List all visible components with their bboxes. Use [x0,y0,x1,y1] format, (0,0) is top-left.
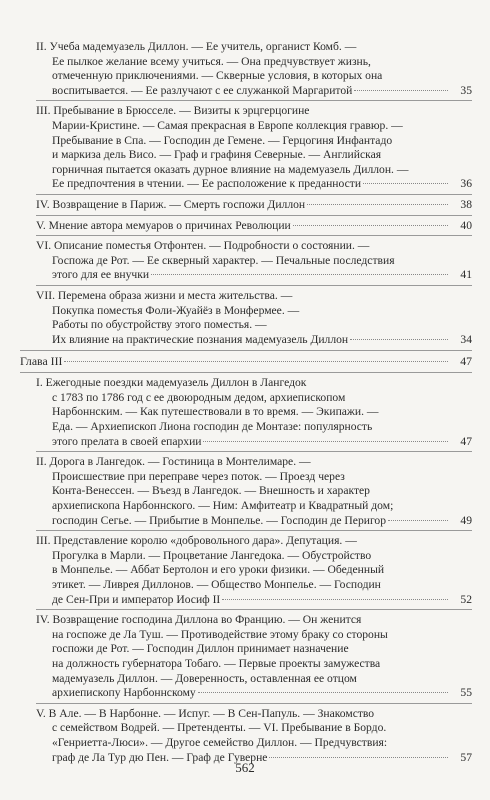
toc-entry-line [36,470,472,485]
toc-entries-chapter-3 [20,376,472,765]
toc-entry-text: II. Дорога в Лангедок. — Гостиница в Монтелимаре. — [36,455,311,469]
toc-entry-line [36,435,472,450]
entry-divider [36,609,472,610]
toc-entry-text: Происшествие при переправе через поток. — Проезд через [52,469,345,483]
dot-leader [388,520,448,521]
toc-entry-line [36,40,472,55]
toc-entry [20,613,472,701]
toc-entry [20,239,472,283]
toc-entry-line [36,69,472,84]
chapter-page-number: 47 [460,354,472,369]
toc-entry-line [36,514,472,529]
toc-entry-text: Работы по обустройству этого поместья. — [52,318,267,332]
toc-entry [20,104,472,192]
toc-entry-line [36,84,472,99]
toc-entry-line [36,177,472,192]
toc-entry-text: Госпожа де Рот. — Ее скверный характер. — Печальные последствия [52,253,395,267]
toc-entry-line [36,686,472,701]
entry-divider [36,451,472,452]
toc-entry-text: на должность губернатора Тобаго. — Первые проекты замужества [52,656,381,670]
toc-entry-text: госпожи де Рот. — Господин Диллон принимает назначение [52,642,349,656]
toc-entry-text: архиепископу Нарбоннскому [52,686,196,700]
toc-entry-text: IV. Возвращение в Париж. — Смерть госпожи Диллон [36,197,306,211]
toc-entry-line [36,721,472,736]
toc-entries-chapter-2 [20,40,472,347]
toc-entry-line [36,391,472,406]
dot-leader [354,90,448,91]
toc-entry [20,455,472,528]
entry-divider [36,215,472,216]
toc-entry-text: IV. Возвращение господина Диллона во Францию. — Он женится [36,613,362,627]
toc-entry-line [36,376,472,391]
toc-entry [20,376,472,449]
toc-entry-text: отмеченную приключениями. — Скверные условия, в которых она [52,69,383,83]
toc-entry-text: Еда. — Архиепископ Лиона господин де Монтазе: популярность [52,420,373,434]
toc-entry-text: Покупка поместья Фоли-Жуайёз в Монфермее. — [52,303,300,317]
toc-entry-text: Марии-Кристине. — Самая прекрасная в Европе коллекция гравюр. — [52,118,403,132]
toc-entry-page-number: 52 [460,592,472,606]
toc-entry-text: этого прелата в своей епархии [52,434,202,448]
toc-entry-line [36,163,472,178]
toc-entry-line [36,254,472,269]
toc-entry-text: «Генриетта-Люси». — Другое семейство Диллон. — Предчувствия: [52,735,388,749]
chapter-heading [20,354,472,369]
toc-entry-page-number: 38 [460,197,472,211]
toc-entry-text: V. Мнение автора мемуаров о причинах Революции [36,218,291,232]
toc-entry-text: III. Пребывание в Брюсселе. — Визиты к эрцгерцогине [36,104,310,118]
toc-entry-page-number: 35 [460,83,472,97]
toc-entry-text: Прогулка в Марли. — Процветание Лангедока. — Обустройство [52,548,372,562]
toc-entry [20,534,472,607]
toc-entry-text: горничная пытается оказать дурное влияние на мадемуазель Диллон. — [52,162,409,176]
dot-leader [222,599,448,600]
entry-divider [36,194,472,195]
chapter-divider [20,372,472,373]
dot-leader [307,204,448,205]
toc-entry [20,198,472,213]
toc-entry-line [36,736,472,751]
toc-entry-line [36,134,472,149]
toc-entry-line [36,642,472,657]
toc-entry-line [36,239,472,254]
toc-entry-line [36,499,472,514]
entry-divider [36,285,472,286]
toc-entry-line [36,219,472,234]
dot-leader [198,692,448,693]
dot-leader [64,361,448,362]
toc-entry-page-number: 55 [460,686,472,700]
toc-entry-line [36,628,472,643]
toc-entry-text: архиепископа Нарбоннского. — Ним: Амфитеатр и Квадратный дом; [52,499,394,513]
toc-entry-line [36,484,472,499]
toc-entry-line [36,593,472,608]
toc-entry-line [36,455,472,470]
toc-entry-text: с семейством Водрей. — Претенденты. — VI. Пребывание в Бордо. [52,721,387,735]
toc-entry-text: господин Сегье. — Прибытие в Монпелье. — Господин де Перигор [52,513,387,527]
dot-leader [350,339,448,340]
entry-divider [36,530,472,531]
dot-leader [269,757,448,758]
toc-entry-line [36,534,472,549]
toc-entry-text: Ее предпочтения в чтении. — Ее расположение к преданности [52,177,362,191]
toc-entry-page-number: 41 [460,268,472,282]
toc-entry [20,707,472,765]
toc-entry-text: III. Представление королю «добровольного дара». Депутация. — [36,534,357,548]
dot-leader [203,441,448,442]
dot-leader [293,225,448,226]
entry-divider [36,235,472,236]
chapter-title: Глава III [20,354,63,369]
toc-entry-line [36,420,472,435]
toc-entry-text: этого для ее внучки [52,268,150,282]
toc-entry-text: VII. Перемена образа жизни и места жительства. — [36,288,293,302]
toc-entry-page-number: 34 [460,332,472,346]
toc-entry-text: в Монпелье. — Аббат Бертолон и его уроки физики. — Обеденный [52,563,385,577]
toc-entry-page-number: 40 [460,218,472,232]
toc-entry-text: с 1783 по 1786 год с ее двоюродным дедом, архиепископом [52,390,346,404]
toc-entry-text: Пребывание в Спа. — Господин де Гемене. — Герцогиня Инфантадо [52,133,393,147]
toc-entry-text: де Сен-При и император Иосиф II [52,592,221,606]
toc-entry-line [36,549,472,564]
toc-entry-line [36,148,472,163]
toc-entry-page-number: 57 [460,750,472,764]
toc-entry-text: граф де Ла Тур дю Пен. — Граф де Гуверне [52,750,268,764]
toc-entry-text: V. В Але. — В Нарбонне. — Испуг. — В Сен-Папуль. — Знакомство [36,706,375,720]
toc-entry-line [36,198,472,213]
toc-entry-text: I. Ежегодные поездки мадемуазель Диллон в Лангедок [36,376,307,390]
toc-entry-line [36,578,472,593]
toc-entry-line [36,289,472,304]
toc-entry-text: мадемуазель Диллон. — Доверенность, оставленная ее отцом [52,671,357,685]
toc-entry-line [36,304,472,319]
toc-entry-page-number: 36 [460,177,472,191]
toc-entry-line [36,104,472,119]
toc-entry-text: воспитывается. — Ее разлучают с ее служанкой Маргаритой [52,83,353,97]
dot-leader [363,183,448,184]
toc-entry-line [36,268,472,283]
toc-entry-text: VI. Описание поместья Отфонтен. — Подробности о состоянии. — [36,239,370,253]
toc-entry-line [36,563,472,578]
dot-leader [151,274,448,275]
entry-divider [36,100,472,101]
toc-entry-line [36,333,472,348]
toc-entry-text: на госпоже де Ла Туш. — Противодействие этому браку со стороны [52,627,388,641]
toc-entry-text: II. Учеба мадемуазель Диллон. — Ее учитель, органист Комб. — [36,40,357,53]
toc-entry-line [36,657,472,672]
toc-entry-text: и маркиза дель Висо. — Граф и графиня Северные. — Английская [52,148,382,162]
table-of-contents [20,40,472,765]
toc-entry-line [36,707,472,722]
toc-entry-text: Ее пылкое желание всему учиться. — Она предчувствует жизнь, [52,54,371,68]
toc-entry-text: Их влияние на практические познания мадемуазель Диллон [52,332,349,346]
entry-divider [36,703,472,704]
toc-entry-line [36,318,472,333]
toc-entry-line [36,613,472,628]
toc-entry [20,289,472,347]
toc-entry-text: Конта-Венессен. — Въезд в Лангедок. — Внешность и характер [52,484,370,498]
toc-entry [20,40,472,98]
toc-entry-page-number: 47 [460,434,472,448]
chapter-divider [20,350,472,351]
toc-entry-line [36,55,472,70]
toc-entry-text: Нарбоннским. — Как путешествовали в то время. — Экипажи. — [52,405,379,419]
toc-entry [20,219,472,234]
toc-entry-line [36,119,472,134]
toc-entry-line [36,405,472,420]
toc-entry-text: этикет. — Ливрея Диллонов. — Общество Монпелье. — Господин [52,578,381,591]
toc-entry-page-number: 49 [460,513,472,527]
toc-entry-line [36,672,472,687]
page-number: 562 [235,760,255,775]
